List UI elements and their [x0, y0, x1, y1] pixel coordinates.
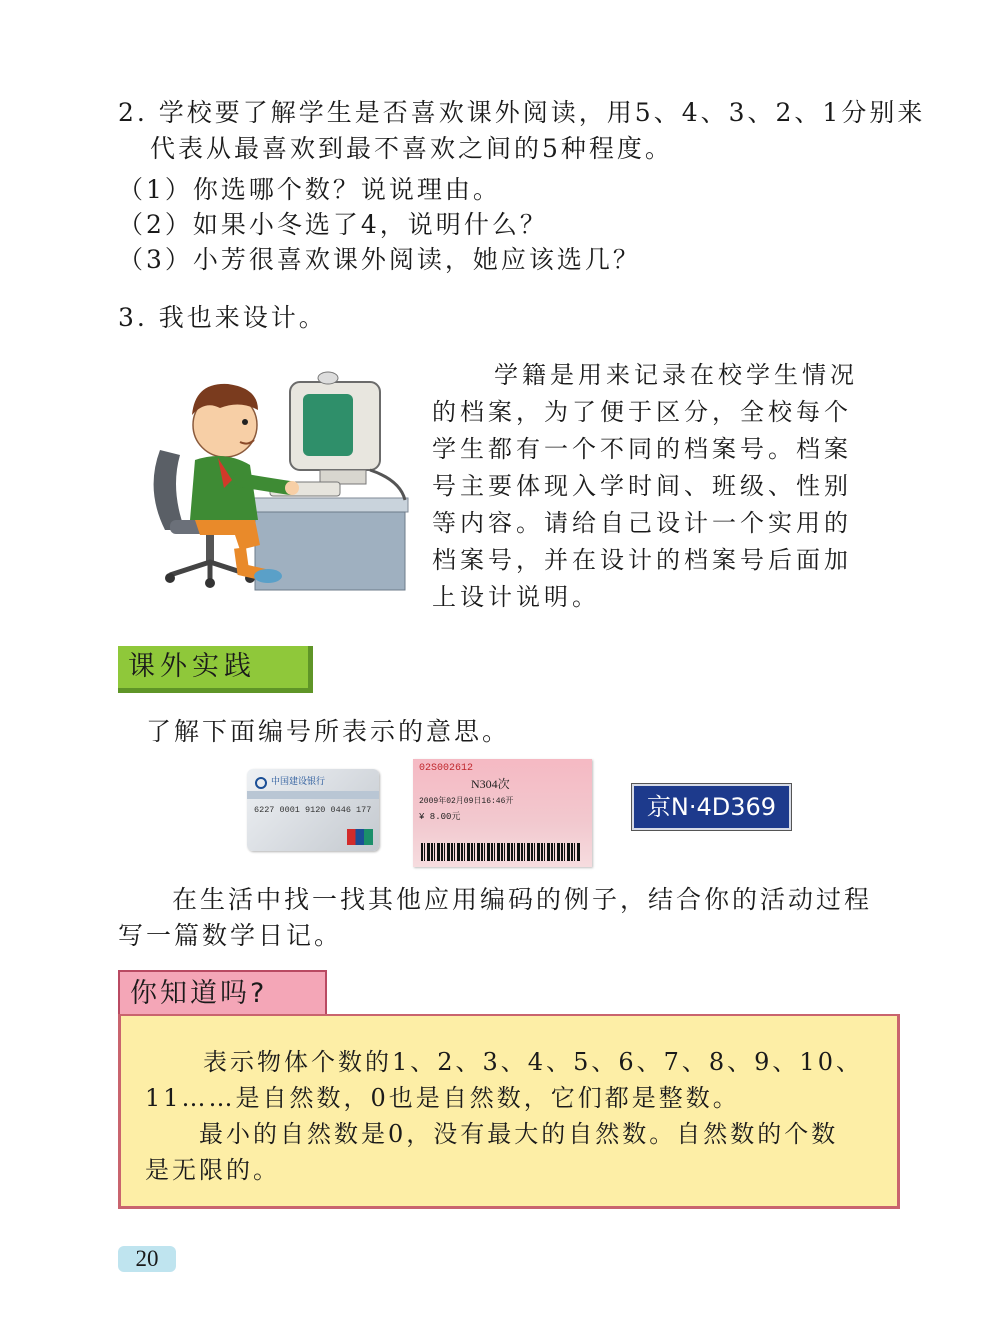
question2-line2: 代表从最喜欢到最不喜欢之间的5种程度。	[150, 134, 673, 163]
paragraph-line: 上设计说明。	[432, 583, 600, 611]
ticket-price: ¥ 8.00元	[419, 812, 461, 822]
bank-card-photo	[247, 769, 379, 851]
question2-sub2: （2）如果小冬选了4，说明什么？	[118, 210, 548, 239]
bank-logo-icon	[255, 777, 267, 789]
paragraph-line: 学籍是用来记录在校学生情况	[494, 361, 858, 389]
practice-para-line1: 在生活中找一找其他应用编码的例子，结合你的活动过程	[172, 885, 873, 914]
did-you-know-header: 你知道吗?	[118, 970, 327, 1014]
train-ticket-photo	[413, 759, 592, 867]
know-line2: 11……是自然数，0也是自然数，它们都是整数。	[145, 1084, 740, 1112]
bank-name: 中国建设银行	[271, 777, 326, 787]
paragraph-line: 档案号，并在设计的档案号后面加	[432, 546, 852, 574]
question2-sub3: （3）小芳很喜欢课外阅读，她应该选几？	[118, 245, 641, 274]
know-line3: 最小的自然数是0，没有最大的自然数。自然数的个数	[199, 1120, 839, 1148]
practice-instruction: 了解下面编号所表示的意思。	[146, 717, 511, 746]
license-plate-photo: 京N·4D369	[632, 784, 791, 830]
ticket-date: 2009年02月09日16:46开	[419, 797, 514, 806]
chair-back-icon	[154, 450, 185, 530]
barcode-icon	[421, 843, 581, 861]
card-number: 6227 0001 9120 0446 177	[254, 805, 372, 815]
unionpay-logo-icon	[347, 829, 373, 845]
ticket-code: 02S002612	[419, 763, 474, 774]
paragraph-line: 学生都有一个不同的档案号。档案	[432, 435, 852, 463]
practice-para-line2: 写一篇数学日记。	[118, 921, 343, 950]
ticket-train: N304次	[471, 777, 510, 791]
card-stripe	[247, 791, 379, 799]
boy-at-computer-illustration	[140, 370, 415, 600]
question2-line1: 2. 学校要了解学生是否喜欢课外阅读，用5、4、3、2、1分别来	[118, 98, 926, 127]
did-you-know-box	[118, 1014, 900, 1209]
page-number: 20	[118, 1246, 176, 1272]
paragraph-line: 号主要体现入学时间、班级、性别	[432, 472, 852, 500]
paragraph-line: 的档案，为了便于区分，全校每个	[432, 398, 852, 426]
question3-paragraph	[432, 357, 872, 616]
question3-title: 3. 我也来设计。	[118, 303, 327, 332]
question2-sub1: （1）你选哪个数？说说理由。	[118, 175, 501, 204]
practice-section-header: 课外实践	[118, 646, 313, 693]
know-line4: 是无限的。	[145, 1156, 280, 1184]
paragraph-line: 等内容。请给自己设计一个实用的	[432, 509, 852, 537]
know-line1: 表示物体个数的1、2、3、4、5、6、7、8、9、10、	[203, 1048, 863, 1076]
